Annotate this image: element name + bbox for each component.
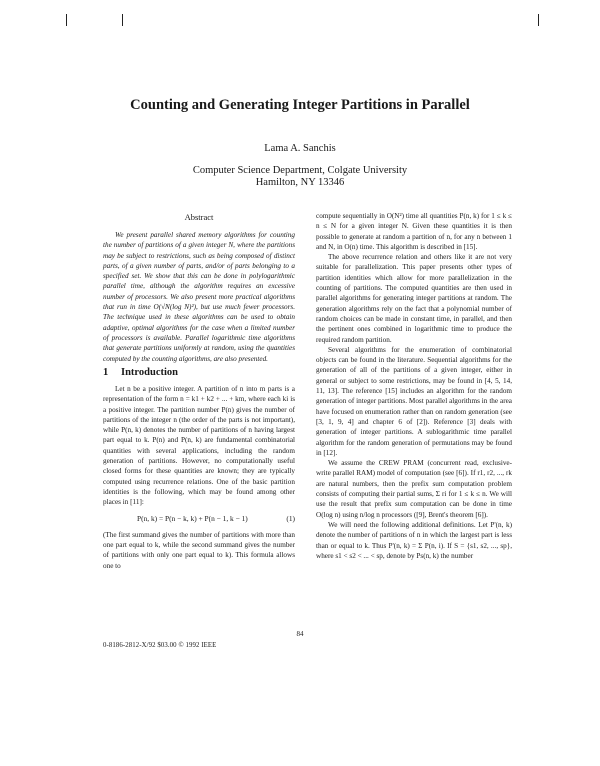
affiliation-location: Hamilton, NY 13346 [255,177,345,188]
author-name: Lama A. Sanchis [264,143,336,154]
copyright-code: 0-8186-2812-X/92 $03.00 © 1992 IEEE [103,642,217,649]
right-paragraph-1: compute sequentially in O(N²) time all quantities P(n, k) for 1 ≤ k ≤ n ≤ N for a given integer N. Given these quantities it is then possible to generate at random a partition of n, for any n between 1 and N, in O(n) time. This algorithm is described in [15]. [316,212,512,251]
section-heading [103,367,295,378]
right-paragraph-5: We will need the following additional definitions. Let P'(n, k) denote the number of partitions of n in which the largest part is less than or equal to k. Thus P'(n, k) = Σ P(n, i). If S = {s1, s2, ..., sp}, where s1 < s2 < ... < sp, denote by Ps(n, k) the number [316,520,512,560]
right-paragraph-3: Several algorithms for the enumeration of combinatorial objects can be found in the literature. Sequential algorithms for the generation of all of the partitions of a given integer, either in general or subject to some restrictions, may be found in [4, 5, 14, 11, 13]. The reference [15] includes an algorithm for the random generation of integer partitions. Most parallel algorithms in the area have focused on enumeration rather than on random generation (see [3, 1, 9, 4] and chapter 6 of [2]). Reference [3] deals with generation of integer partitions. A sublogarithmic time parallel algorithm for the random generation of permutations may be found in [12]. [316,345,512,457]
section-title: Introduction [121,367,178,378]
intro-paragraph-1: Let n be a positive integer. A partition of n into m parts is a representation of the form n = k1 + k2 + ... + km, where each ki is a positive integer. The partition number P(n) gives the number of partitions of the integer n (the order of the parts is not important), while P(n, k) denotes the number of partitions of n having largest part equal to k. P(n) and P(n, k) are fundamental combinatorial quantities with several applications, including the random generation of partitions. However, no computationally useful closed forms for these quantities are known; they are typically computed using recurrence relations. One of the basic partition identities is the following, which may be found among other places in [11]: [103,385,295,507]
right-paragraph-2: The above recurrence relation and others like it are not very suitable for parallelization. This paper presents other types of partition identities which allow for more parallelization in the counting of partitions. The computed quantities are then used in parallel algorithms for generating integer partitions at random. The generation algorithms rely on the fact that a polynomial number of random choices can be made in constant time, in parallel, and then the pertinent ones combined in logarithmic time to produce the required random partition. [316,253,512,344]
equation-text: P(n, k) = P(n − k, k) + P(n − 1, k − 1) [137,513,248,523]
abstract-block [103,212,295,364]
equation-1 [103,514,295,524]
abstract-text: We present parallel shared memory algorithms for counting the number of partitions of a given integer N, where the partitions may be subject to restrictions, such as being composed of distinct parts, of a given number of parts, and/or of parts belonging to a specified set. We show that this can be done in polylogarithmic parallel time, although the algorithm requires an excessive number of processors. We also present more practical algorithms that run in time O(√N(log N)²), but use much fewer processors. The technique used in these algorithms can be used to obtain adaptive, optimal algorithms for the case when a limited number of processors is available. Parallel logarithmic time algorithms that generate partitions uniformly at random, using the quantities computed by the counting algorithms, are also presented. [103,231,295,363]
right-paragraph-4: We assume the CREW PRAM (concurrent read, exclusive-write parallel RAM) model of computation (see [6]). If r1, r2, ..., rk are natural numbers, then the prefix sum computation problem consists of computing their partial sums, Σ ri for 1 ≤ k ≤ n. We will use the result that prefix sum computation can be done in time O(log n) using n/log n processors ([9], Brent's theorem [6]). [316,459,512,519]
section-number: 1 [103,367,109,378]
crop-mark-top-middle [122,14,123,26]
introduction-body [103,384,295,571]
equation-label: (1) [286,513,295,523]
crop-mark-top-left [66,14,67,26]
affiliation [0,165,600,189]
right-column [316,211,512,561]
abstract-heading: Abstract [184,212,214,222]
paper-title: Counting and Generating Integer Partitions in Parallel [130,97,470,113]
crop-mark-top-right [538,14,539,26]
intro-paragraph-2: (The first summand gives the number of partitions with more than one part equal to k, while the second summand gives the number of partitions with only one part equal to k). This formula allows one to [103,530,295,570]
page-number: 84 [296,630,304,638]
affiliation-department: Computer Science Department, Colgate University [192,165,408,176]
